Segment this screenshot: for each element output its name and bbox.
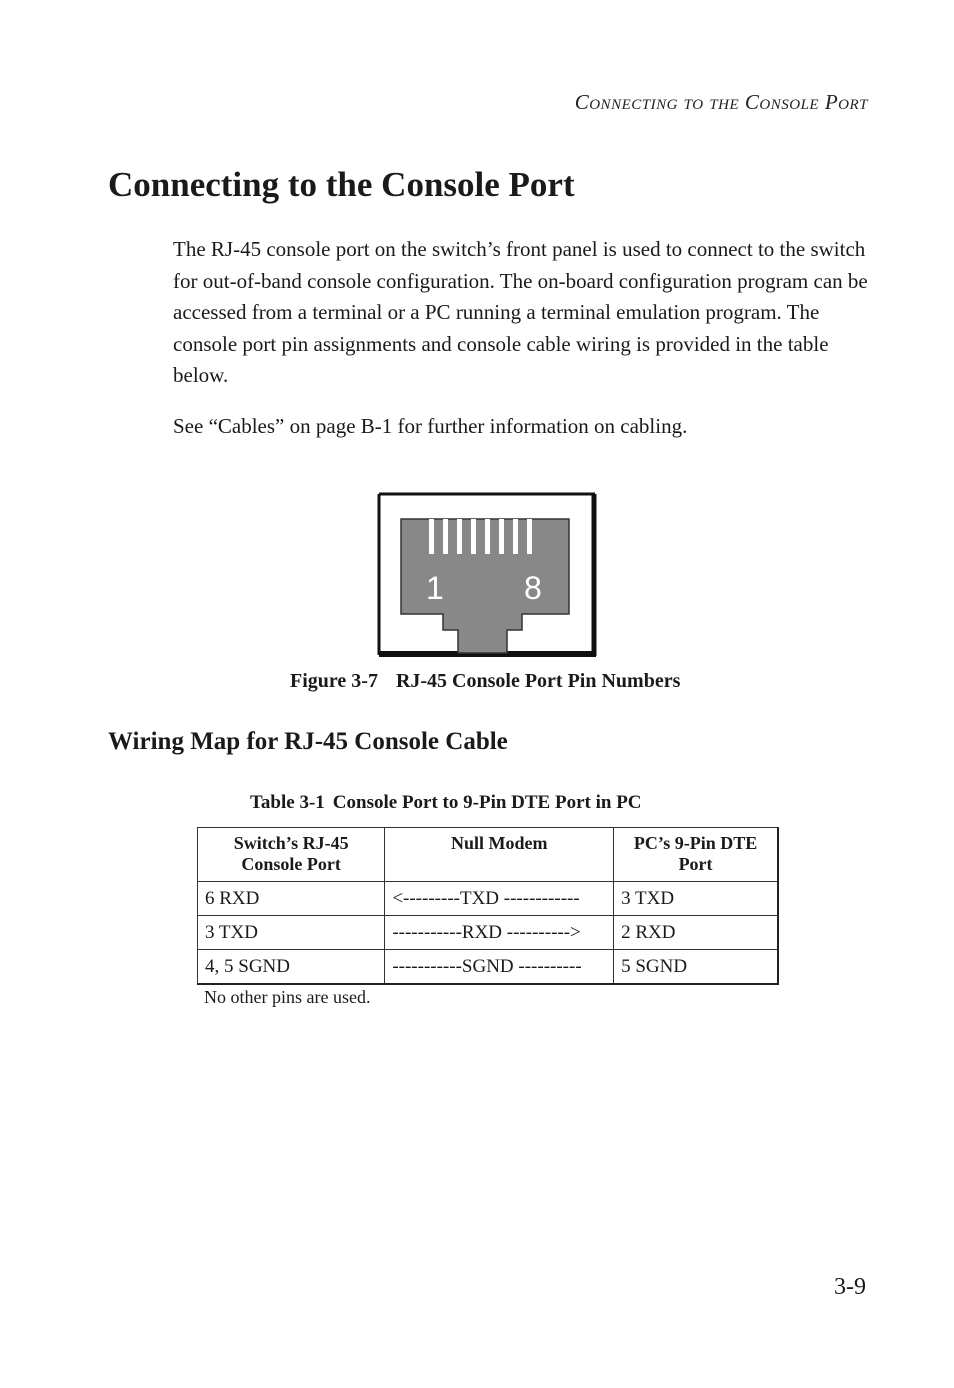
intro-paragraph: The RJ-45 console port on the switch’s front panel is used to connect to the switch for out-of-band console configuration. The on-board configuration program can be accessed from a terminal or a PC running a terminal emulation program. The console port pin assignments and console cable wiring is provided in the table below. [173, 237, 868, 387]
section-heading: Wiring Map for RJ-45 Console Cable [108, 728, 508, 755]
table-caption-text: Console Port to 9-Pin DTE Port in PC [332, 792, 642, 813]
table-row [198, 950, 779, 985]
table-cell: -----------RXD ----------> [385, 916, 614, 950]
figure-caption [290, 670, 680, 693]
wiring-map-table [197, 827, 779, 985]
table-cell: 3 TXD [198, 916, 385, 950]
pin-label-1: 1 [426, 570, 444, 606]
table-cell: 4, 5 SGND [198, 950, 385, 985]
rj45-port-figure [377, 492, 597, 658]
figure-caption-text: RJ-45 Console Port Pin Numbers [395, 670, 681, 692]
figure-caption-number: Figure 3-7 [290, 670, 378, 692]
table-cell: 3 TXD [614, 882, 778, 916]
table-caption [250, 792, 642, 814]
table-header-row [198, 828, 779, 882]
column-header: Null Modem [385, 828, 614, 882]
table-note: No other pins are used. [204, 987, 371, 1007]
table-cell: 2 RXD [614, 916, 778, 950]
table-cell: <---------TXD ------------ [385, 882, 614, 916]
table-cell: 5 SGND [614, 950, 778, 985]
rj45-port-diagram [377, 492, 597, 658]
running-header: Connecting to the Console Port [574, 90, 868, 114]
table-row [198, 916, 779, 950]
table-cell: 6 RXD [198, 882, 385, 916]
column-header: PC’s 9-Pin DTE Port [614, 828, 778, 882]
table-caption-number: Table 3-1 [250, 792, 325, 813]
table-row [198, 882, 779, 916]
column-header: Switch’s RJ-45 Console Port [198, 828, 385, 882]
pin-label-8: 8 [524, 570, 542, 606]
table-cell: -----------SGND ---------- [385, 950, 614, 985]
cables-reference-paragraph: See “Cables” on page B-1 for further information on cabling. [173, 414, 688, 438]
page-number: 3-9 [834, 1274, 866, 1300]
page-title: Connecting to the Console Port [108, 165, 575, 204]
